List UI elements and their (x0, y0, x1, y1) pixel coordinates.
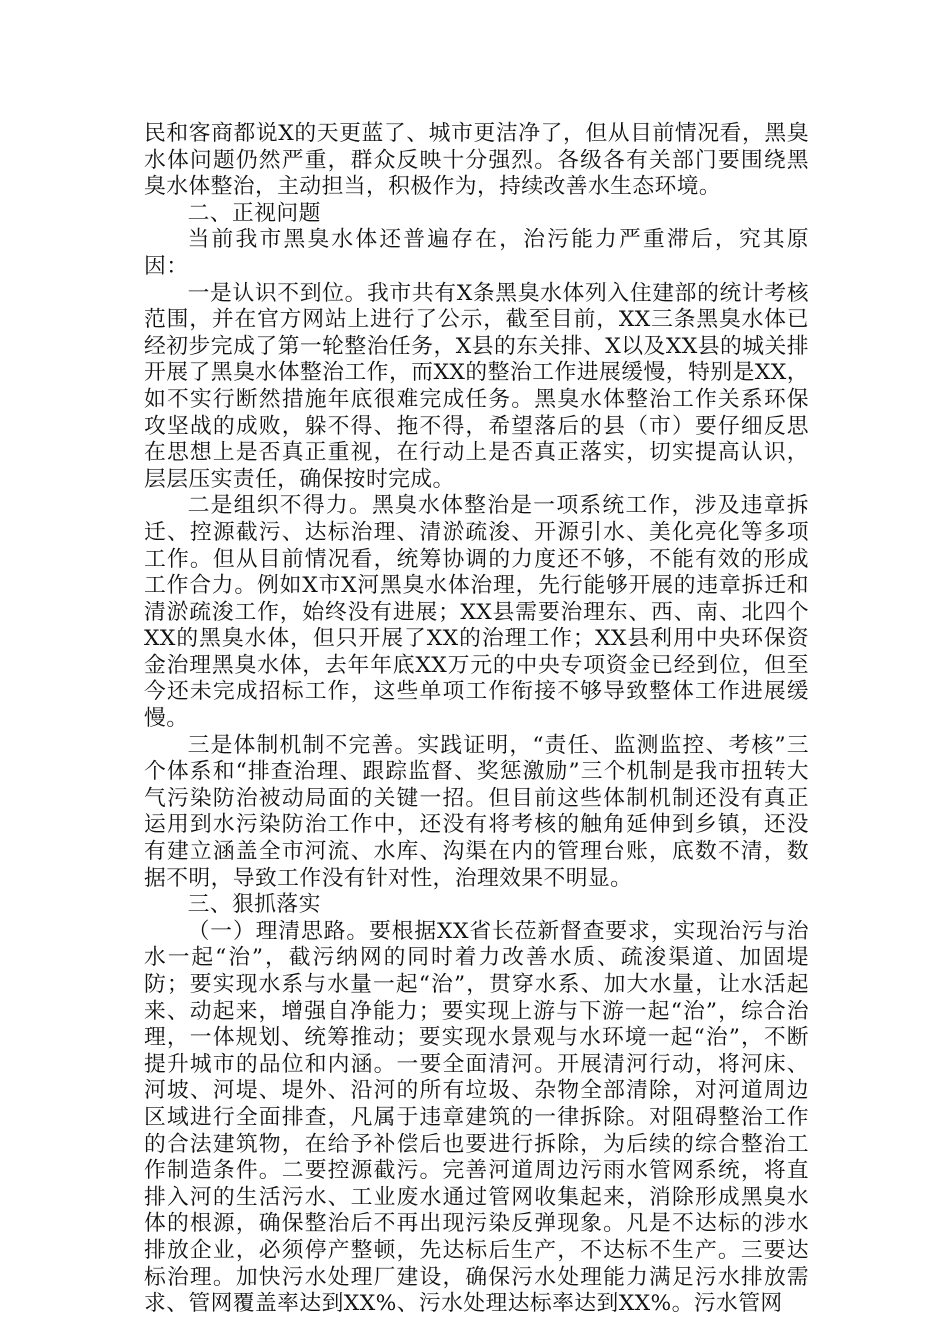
section-heading-3: 三、狠抓落实 (187, 892, 321, 918)
paragraph: 一是认识不到位。我市共有X条黑臭水体列入住建部的统计考核范围，并在官方网站上进行了公示，截至目前，XX三条黑臭水体已经初步完成了第一轮整治任务，X县的东关排、X以及XX县的城关排开展了黑臭水体整治工作，而XX的整治工作进展缓慢，特别是XX，如不实行断然措施年底很难完成任务。黑臭水体整治工作关系环保攻坚战的成败，躲不得、拖不得，希望落后的县（市）要仔细反思在思想上是否真正重视，在行动上是否真正落实，切实提高认识，层层压实责任，确保按时完成。 (144, 280, 809, 492)
section-heading-2: 二、正视问题 (187, 200, 321, 226)
paragraph: 二是组织不得力。黑臭水体整治是一项系统工作，涉及违章拆迁、控源截污、达标治理、清淤疏浚、开源引水、美化亮化等多项工作。但从目前情况看，统筹协调的力度还不够，不能有效的形成工作合力。例如X市X河黑臭水体治理，先行能够开展的违章拆迁和清淤疏浚工作，始终没有进展；XX县需要治理东、西、南、北四个XX的黑臭水体，但只开展了XX的治理工作；XX县利用中央环保资金治理黑臭水体，去年年底XX万元的中央专项资金已经到位，但至今还未完成招标工作，这些单项工作衔接不够导致整体工作进展缓慢。 (144, 493, 809, 732)
paragraph: 当前我市黑臭水体还普遍存在，治污能力严重滞后，究其原因： (144, 227, 809, 279)
paragraph-continued: 民和客商都说X的天更蓝了、城市更洁净了，但从目前情况看，黑臭水体问题仍然严重，群众反映十分强烈。各级各有关部门要围绕黑臭水体整治，主动担当，积极作为，持续改善水生态环境。 (144, 121, 809, 200)
document-body (144, 121, 809, 1318)
paragraph: （一）理清思路。要根据XX省长莅新督查要求，实现治污与治水一起“治”，截污纳网的同时着力改善水质、疏浚渠道、加固堤防；要实现水系与水量一起“治”，贯穿水系、加大水量，让水活起来、动起来，增强自净能力；要实现上游与下游一起“治”，综合治理，一体规划、统筹推动；要实现水景观与水环境一起“治”，不断提升城市的品位和内涵。一要全面清河。开展清河行动，将河床、河坡、河堤、堤外、沿河的所有垃圾、杂物全部清除，对河道周边区域进行全面排查，凡属于违章建筑的一律拆除。对阻碍整治工作的合法建筑物，在给予补偿后也要进行拆除，为后续的综合整治工作制造条件。二要控源截污。完善河道周边污雨水管网系统，将直排入河的生活污水、工业废水通过管网收集起来，消除形成黑臭水体的根源，确保整治后不再出现污染反弹现象。凡是不达标的涉水排放企业，必须停产整顿，先达标后生产，不达标不生产。三要达标治理。加快污水处理厂建设，确保污水处理能力满足污水排放需求、管网覆盖率达到XX%、污水处理达标率达到XX%。污水管网 (144, 918, 809, 1317)
paragraph: 三是体制机制不完善。实践证明，“责任、监测监控、考核”三个体系和“排查治理、跟踪监督、奖惩激励”三个机制是我市扭转大气污染防治被动局面的关键一招。但目前这些体制机制还没有真正运用到水污染防治工作中，还没有将考核的触角延伸到乡镇，还没有建立涵盖全市河流、水库、沟渠在内的管理台账，底数不清，数据不明，导致工作没有针对性，治理效果不明显。 (144, 732, 809, 891)
